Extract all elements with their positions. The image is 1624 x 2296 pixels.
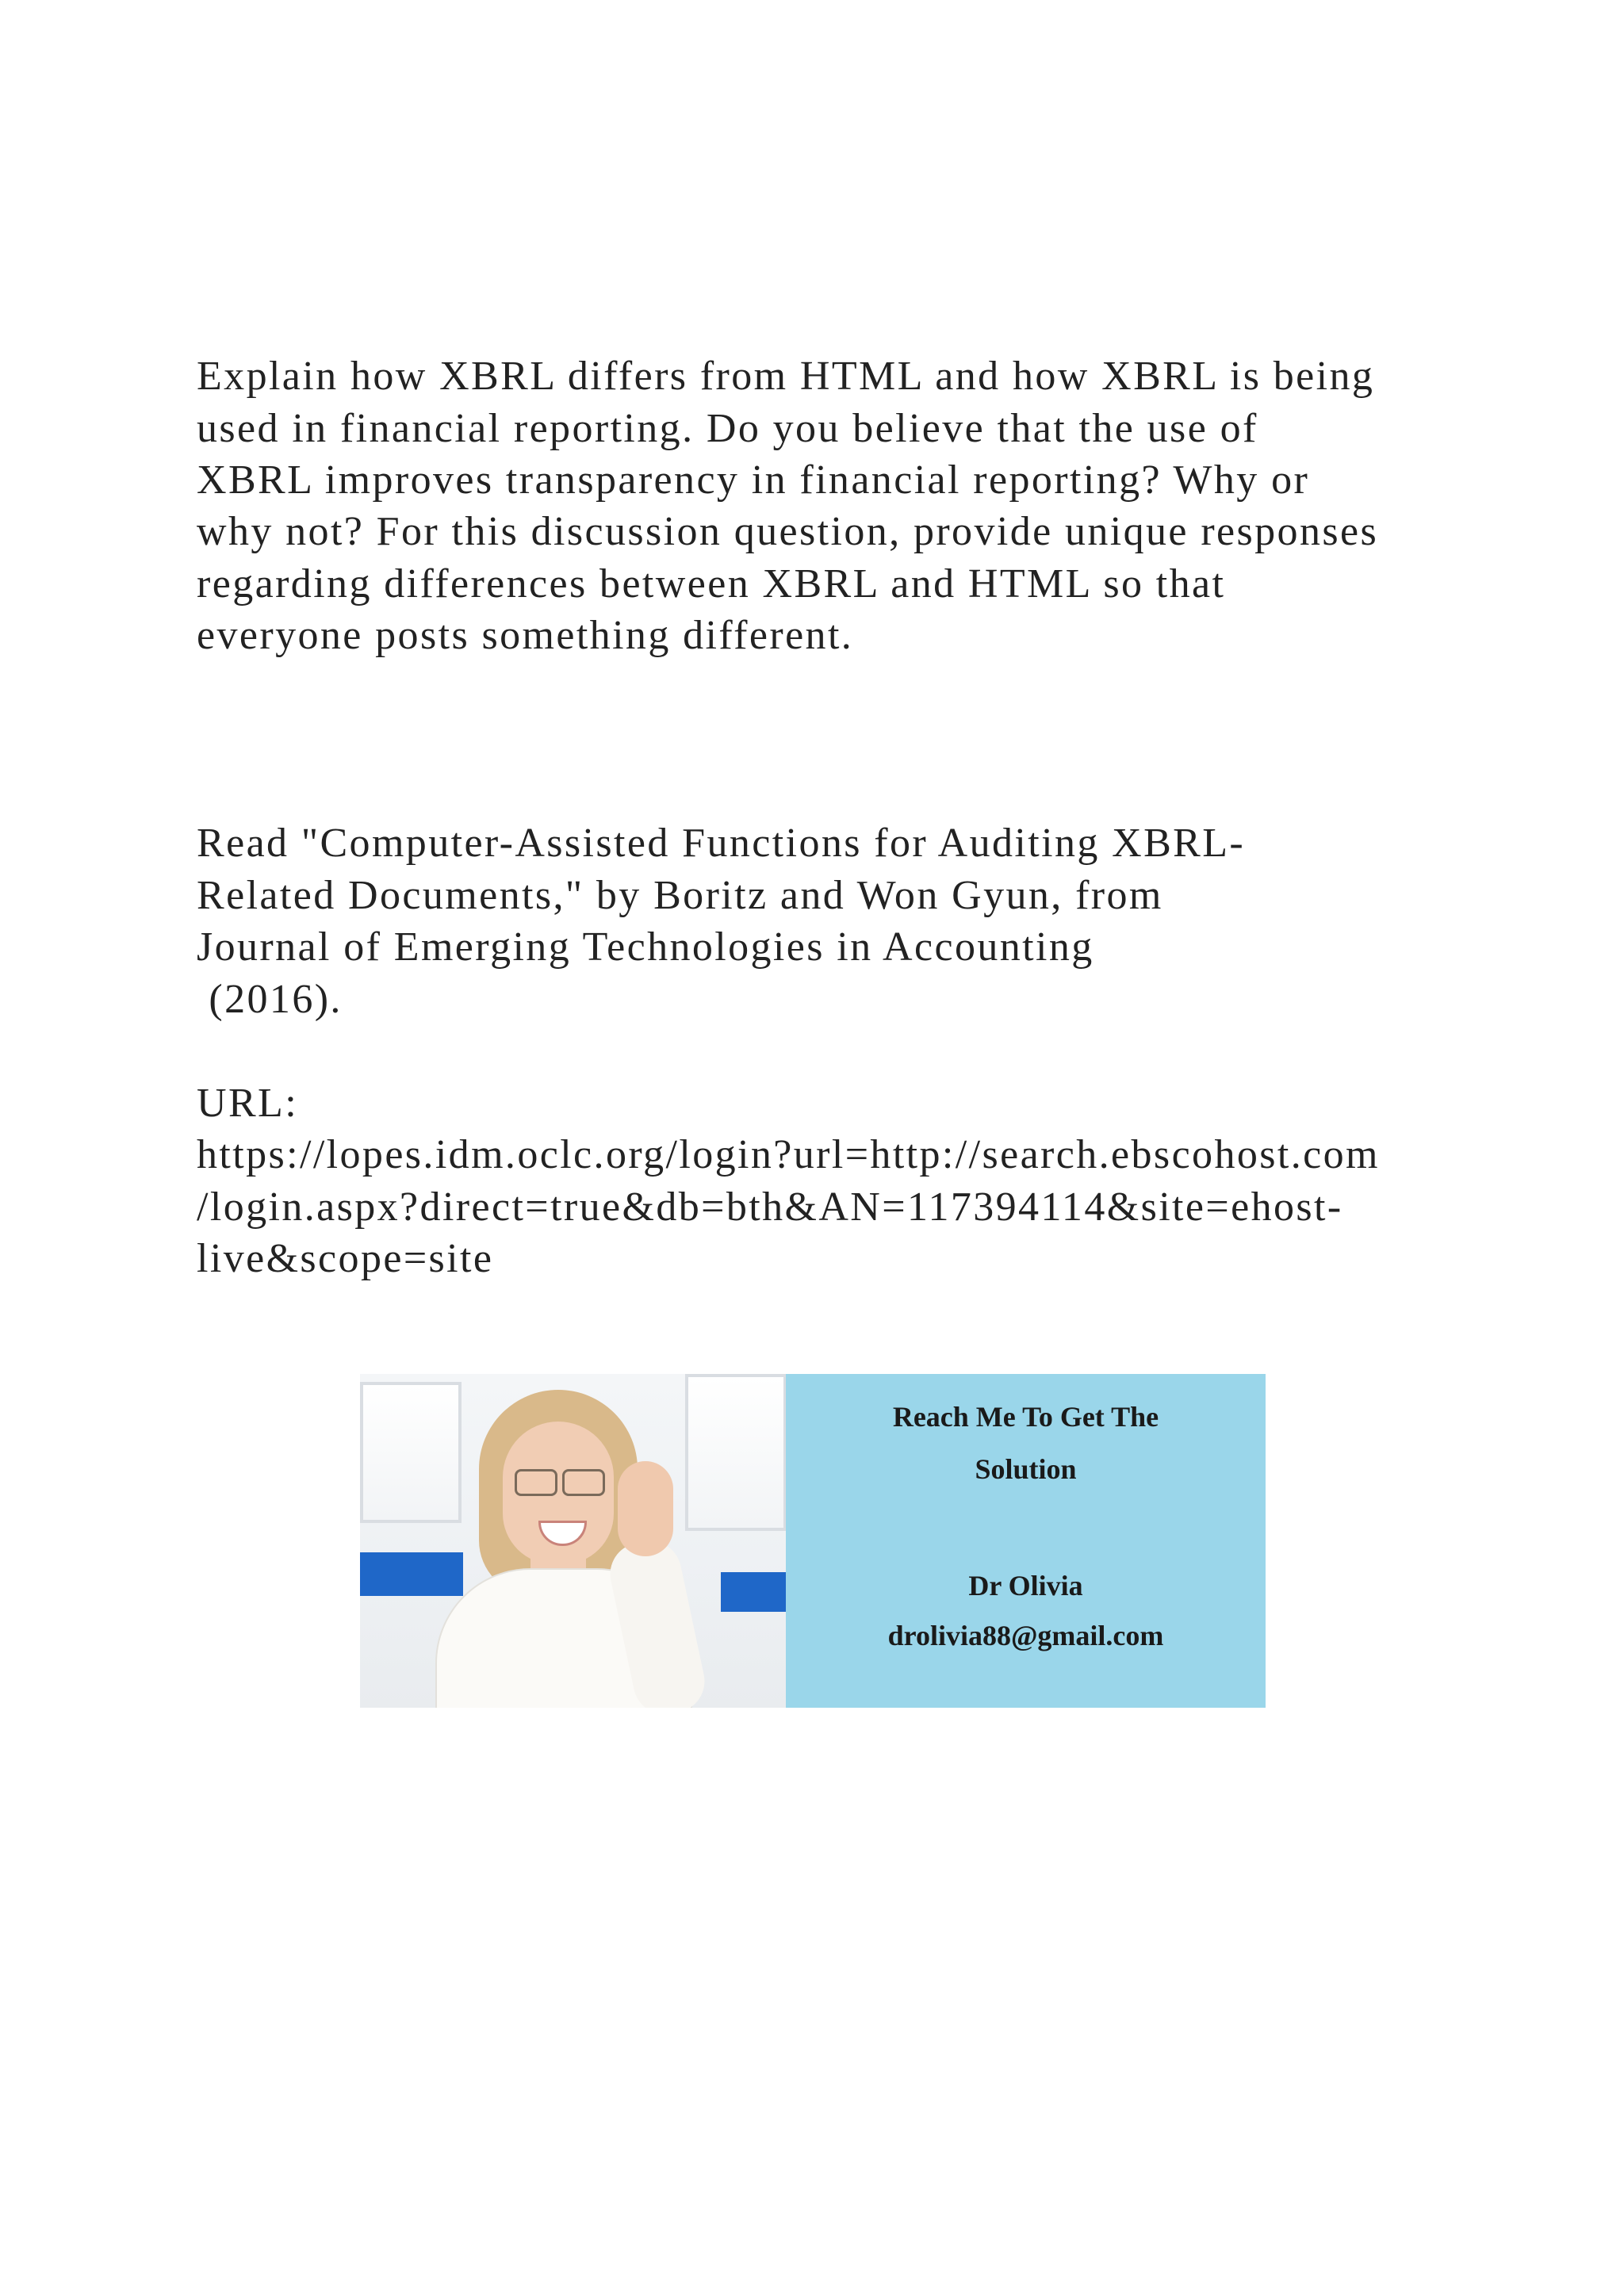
- question-line-2: used in financial reporting. Do you believe that the use of: [197, 406, 1258, 451]
- url-label: URL:: [197, 1081, 299, 1126]
- question-line-6: everyone posts something different.: [197, 613, 854, 658]
- banner-line-2: Solution: [975, 1453, 1077, 1485]
- question-line-4: why not? For this discussion question, provide unique responses: [197, 509, 1379, 554]
- contact-info-panel: [786, 1374, 1266, 1708]
- hand-shape: [618, 1461, 673, 1556]
- glasses-lens-icon: [562, 1469, 605, 1496]
- question-line-5: regarding differences between XBRL and HTML so that: [197, 561, 1226, 607]
- banner-email[interactable]: drolivia88@gmail.com: [887, 1620, 1164, 1651]
- url-line-1[interactable]: https://lopes.idm.oclc.org/login?url=http://search.ebscohost.com: [197, 1132, 1380, 1177]
- reading-line-3: Journal of Emerging Technologies in Accounting: [197, 924, 1094, 970]
- question-line-1: Explain how XBRL differs from HTML and how XBRL is being: [197, 354, 1375, 399]
- question-line-3: XBRL improves transparency in financial reporting? Why or: [197, 457, 1310, 503]
- blue-chair: [721, 1572, 786, 1612]
- reading-line-4: (2016).: [197, 977, 343, 1022]
- banner-name: Dr Olivia: [968, 1570, 1083, 1601]
- contact-banner: [360, 1374, 1266, 1708]
- window-pane: [360, 1382, 462, 1523]
- window-pane: [685, 1374, 786, 1531]
- blue-chair: [360, 1552, 463, 1596]
- reading-line-1: Read "Computer-Assisted Functions for Auditing XBRL-: [197, 821, 1246, 866]
- woman-photo: [360, 1374, 786, 1708]
- reading-line-2: Related Documents," by Boritz and Won Gyun, from: [197, 873, 1163, 918]
- banner-line-1: Reach Me To Get The: [892, 1401, 1159, 1433]
- url-line-3[interactable]: live&scope=site: [197, 1236, 494, 1281]
- glasses-lens-icon: [515, 1469, 557, 1496]
- url-line-2[interactable]: /login.aspx?direct=true&db=bth&AN=117394114&site=ehost-: [197, 1184, 1343, 1230]
